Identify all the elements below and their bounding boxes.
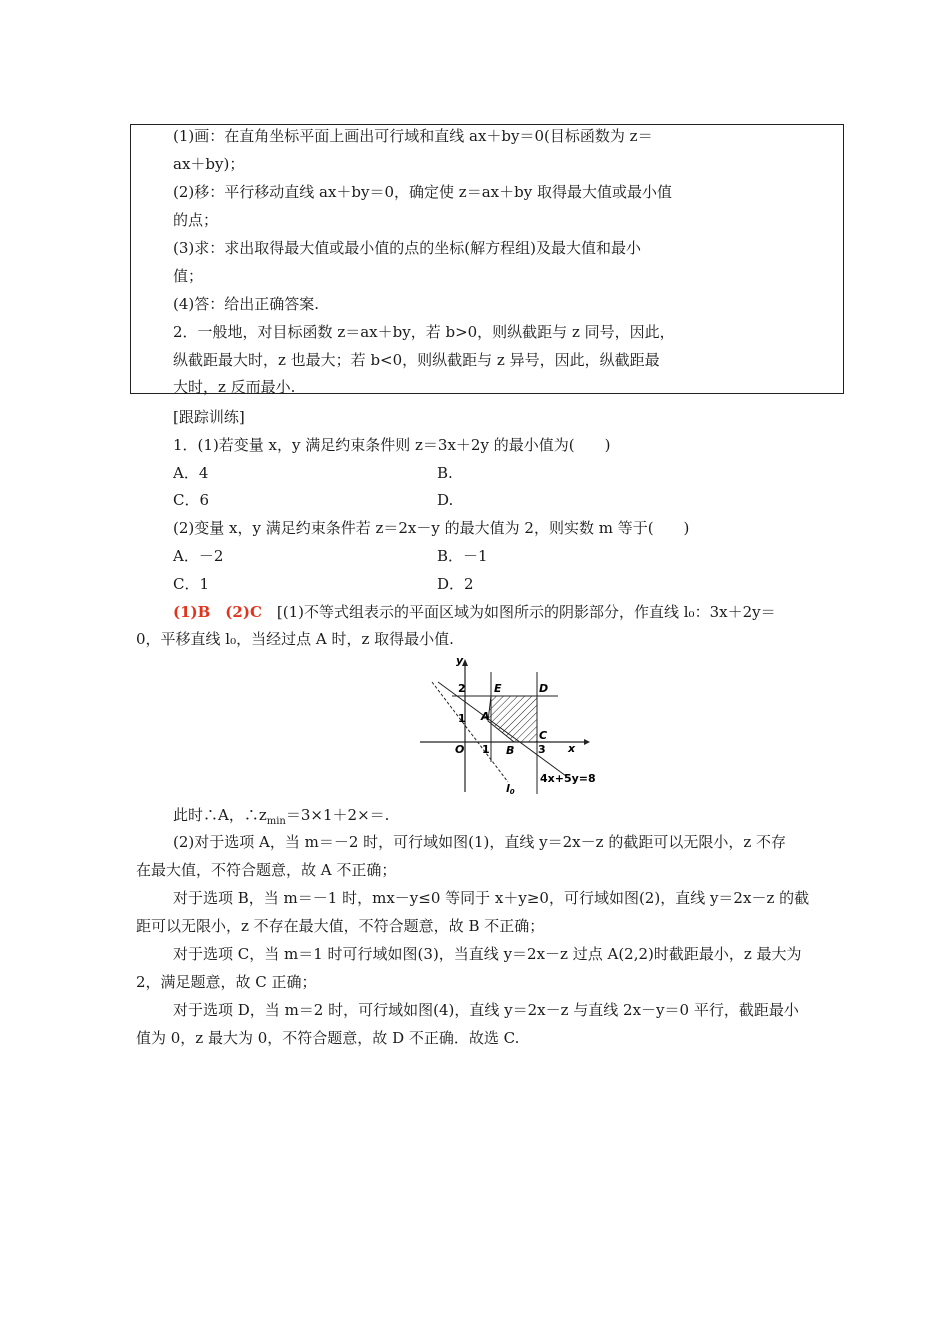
box-line-10: 大时，z 反而最小. <box>173 378 296 396</box>
solution-line-2: 0，平移直线 l₀，当经过点 A 时，z 取得最小值. <box>136 630 454 648</box>
q2-option-c: C．1 <box>173 575 210 593</box>
point-d-label: D <box>539 682 549 695</box>
x-axis-label: x <box>568 742 576 755</box>
q1-option-c: C．6 <box>173 491 210 509</box>
box-line-7: (4)答：给出正确答案. <box>173 295 320 313</box>
practice-heading: [跟踪训练] <box>173 408 245 426</box>
tick-y-2: 2 <box>458 682 466 695</box>
x-axis-arrow <box>584 739 590 745</box>
box-line-9: 纵截距最大时，z 也最大；若 b<0，则纵截距与 z 异号，因此，纵截距最 <box>173 351 660 369</box>
point-e-label: E <box>494 682 502 695</box>
box-line-4: 的点； <box>173 211 219 229</box>
solution-text-1: [(1)不等式组表示的平面区域为如图所示的阴影部分，作直线 l₀：3x＋2y＝ <box>261 603 776 621</box>
y-axis-label: y <box>456 654 464 667</box>
solution-2-line-5: 对于选项 C，当 m＝1 时可行域如图(3)，当直线 y＝2x－z 过点 A(2,2)时截距最小，z 最大为 <box>173 945 802 963</box>
solution-2-line-7: 对于选项 D，当 m＝2 时，可行域如图(4)，直线 y＝2x－z 与直线 2x－y＝0 平行，截距最小 <box>173 1001 799 1019</box>
box-line-1: (1)画：在直角坐标平面上画出可行域和直线 ax＋by＝0(目标函数为 z＝ <box>173 127 653 145</box>
solution-2-line-4: 距可以无限小，z 不存在最大值，不符合题意，故 B 不正确； <box>136 917 545 935</box>
l0-label: l0 <box>506 782 515 796</box>
box-line-5: (3)求：求出取得最大值或最小值的点的坐标(解方程组)及最大值和最小 <box>173 239 641 257</box>
q2-option-b: B．－1 <box>437 547 488 565</box>
solution-2-line-2: 在最大值，不符合题意，故 A 不正确； <box>136 861 397 879</box>
solution-2-line-3: 对于选项 B，当 m＝－1 时，mx－y≤0 等同于 x＋y≥0，可行域如图(2)，直线 y＝2x－z 的截 <box>173 889 810 907</box>
feasible-region-figure <box>418 654 596 796</box>
box-line-8: 2．一般地，对目标函数 z＝ax＋by，若 b>0，则纵截距与 z 同号，因此， <box>173 323 675 341</box>
point-c-label: C <box>539 729 548 742</box>
line-equation-label: 4x+5y=8 <box>540 772 596 785</box>
solution-2-line-1: (2)对于选项 A，当 m＝－2 时，可行域如图(1)，直线 y＝2x－z 的截距可以无限小，z 不存 <box>173 833 786 851</box>
box-line-6: 值； <box>173 267 204 285</box>
question-1-1-stem: 1．(1)若变量 x，y 满足约束条件则 z＝3x＋2y 的最小值为( ) <box>173 436 611 454</box>
question-1-2-stem: (2)变量 x，y 满足约束条件若 z＝2x－y 的最大值为 2，则实数 m 等于( ) <box>173 519 690 537</box>
solution-line-1 <box>173 602 776 622</box>
q2-option-a: A．－2 <box>173 547 224 565</box>
q1-option-d: D. <box>437 491 454 509</box>
point-b-label: B <box>506 744 515 757</box>
box-line-2: ax＋by)； <box>173 155 245 173</box>
solution-line-3: 此时∴A，$\therefore z_{min}=3\times 1+2\times=$. <box>173 806 390 827</box>
box-line-3: (2)移：平行移动直线 ax＋by＝0，确定使 z＝ax＋by 取得最大值或最小值 <box>173 183 672 201</box>
q1-option-a: A．4 <box>173 464 209 482</box>
solution-2-line-6: 2，满足题意，故 C 正确； <box>136 973 317 991</box>
shaded-region <box>488 696 537 742</box>
tick-x-3: 3 <box>538 743 546 756</box>
q1-option-b: B. <box>437 464 453 482</box>
point-a-label: A <box>481 710 490 723</box>
solution-2-line-8: 值为 0，z 最大为 0，不符合题意，故 D 不正确．故选 C. <box>136 1029 520 1047</box>
answer-key: (1)B (2)C <box>173 603 262 621</box>
origin-label: O <box>455 743 465 756</box>
tick-y-1: 1 <box>458 712 466 725</box>
q2-option-d: D．2 <box>437 575 474 593</box>
tick-x-1: 1 <box>482 743 490 756</box>
